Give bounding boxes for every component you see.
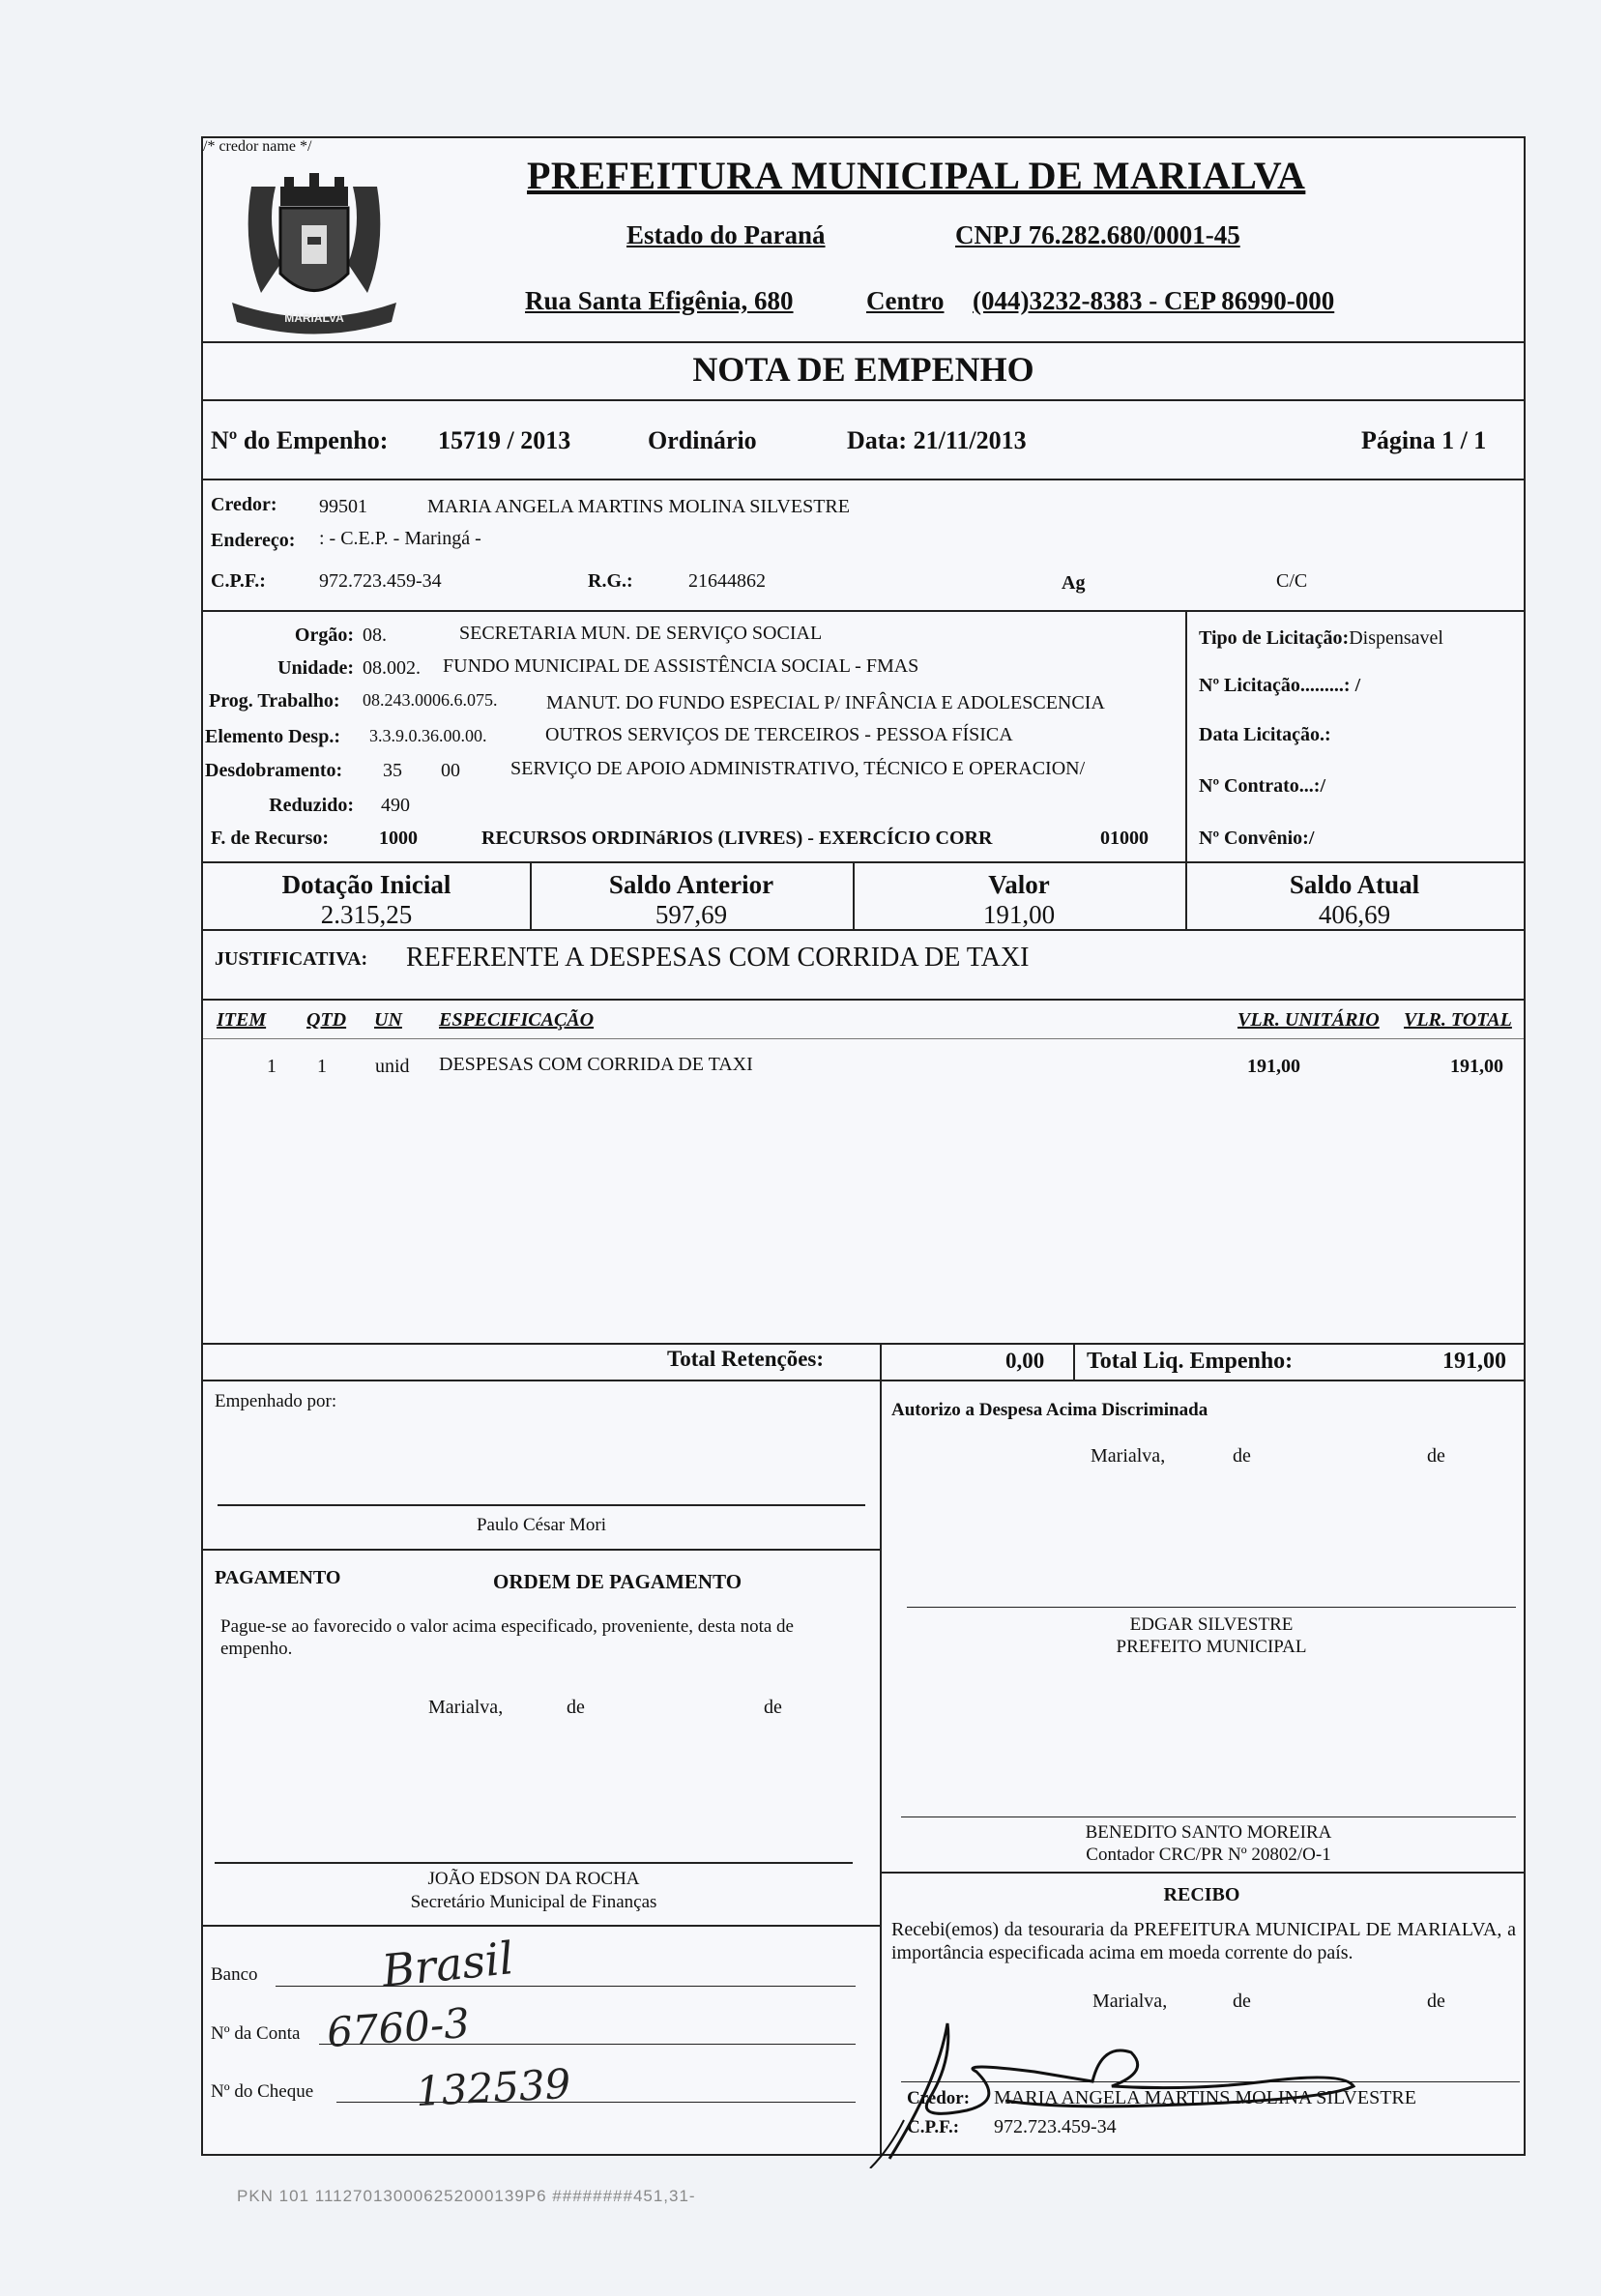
- recibo-label: RECIBO: [1163, 1884, 1240, 1905]
- empenho-date: Data: 21/11/2013: [847, 426, 1027, 454]
- orgao-name: SECRETARIA MUN. DE SERVIÇO SOCIAL: [459, 623, 823, 644]
- justificativa-label: JUSTIFICATIVA:: [215, 948, 368, 970]
- marialva-label: Marialva,: [428, 1697, 504, 1718]
- de-label-recibo-2: de: [1427, 1991, 1445, 2012]
- address: : - C.E.P. - Maringá -: [319, 528, 481, 549]
- item-total-price: 191,00: [1450, 1056, 1503, 1077]
- desdobramento-name: SERVIÇO DE APOIO ADMINISTRATIVO, TÉCNICO E OPERACION/: [510, 758, 1086, 779]
- orgao-code: 08.: [363, 625, 387, 646]
- desdobramento-sub: 00: [441, 760, 460, 781]
- saldo-anterior-value: 597,69: [655, 900, 728, 929]
- marialva-label-recibo: Marialva,: [1092, 1991, 1168, 2012]
- rg: 21644862: [688, 570, 766, 592]
- elemento-label: Elemento Desp.:: [205, 726, 340, 747]
- justificativa-text: REFERENTE A DESPESAS COM CORRIDA DE TAXI: [406, 943, 1030, 973]
- de-label-right: de: [1233, 1445, 1251, 1467]
- valor-label: Valor: [988, 870, 1050, 899]
- item-number: 1: [267, 1056, 277, 1077]
- cpf-label: C.P.F.:: [211, 570, 266, 592]
- credor-sign-name: MARIA ANGELA MARTINS MOLINA SILVESTRE: [994, 2087, 1416, 2108]
- item-qtd: 1: [317, 1056, 327, 1077]
- benedito-name: BENEDITO SANTO MOREIRA: [1085, 1822, 1332, 1843]
- empenhado-por-label: Empenhado por:: [215, 1391, 337, 1411]
- de-label: de: [567, 1697, 585, 1718]
- banco-label: Banco: [211, 1964, 258, 1985]
- phone-cep: (044)3232-8383 - CEP 86990-000: [973, 286, 1335, 315]
- item-unit-price: 191,00: [1247, 1056, 1300, 1077]
- rg-label: R.G.:: [588, 570, 633, 592]
- seal-text: MARIALVA: [284, 311, 344, 325]
- un-header: UN: [374, 1009, 402, 1031]
- paulo-name: Paulo César Mori: [476, 1515, 607, 1535]
- desdobramento-code: 35: [383, 760, 402, 781]
- dotacao-inicial-value: 2.315,25: [320, 900, 413, 929]
- saldo-anterior-label: Saldo Anterior: [608, 870, 774, 899]
- document-title: NOTA DE EMPENHO: [692, 350, 1034, 389]
- retencoes-label: Total Retenções:: [667, 1347, 825, 1371]
- ag-label: Ag: [1062, 572, 1086, 594]
- cpf: 972.723.459-34: [319, 570, 442, 592]
- item-unit: unid: [375, 1056, 410, 1077]
- coat-of-arms-icon: [222, 148, 406, 341]
- empenho-type: Ordinário: [648, 426, 757, 454]
- item-header: ITEM: [217, 1009, 267, 1031]
- recibo-text: Recebi(emos) da tesouraria da PREFEITURA MUNICIPAL DE MARIALVA, a importância especificada acima em moeda corrente do país.: [891, 1919, 1516, 1963]
- page-title: PREFEITURA MUNICIPAL DE MARIALVA: [527, 154, 1306, 197]
- district: Centro: [866, 286, 945, 315]
- unidade-code: 08.002.: [363, 657, 421, 679]
- de-label-2: de: [764, 1697, 782, 1718]
- empenho-form: MARIALVA PREFEITURA MUNICIPAL DE MARIALVA Estado do Paraná CNPJ 76.282.680/0001-45 Rua Santa Efigênia, 680 Centro (044)3232-8383 - CEP 86990-000 NOTA DE EMPENHO Nº do Empenho: 15719 / 2013 Ordinário Data: 21/11/2013 Página 1 / 1 Credor: 99501 /* credor name */ MARIA ANGELA MARTINS MOLINA SILVESTRE Endereço: : - C.E.P. - Maringá - C.P.F.: 972.723.459-34 R.G.: 21644862 Ag C/C Orgão: 08. SECRETARIA MUN. DE SERVIÇO SOCIAL Unidade: 08.002. FUNDO MUNICIPAL DE ASSISTÊNCIA SOCIAL - FMAS Prog. Trabalho: 08.243.0006.6.075. MANUT. DO FUNDO ESPECIAL P/ INFÂNCIA E ADOLESCENCIA Elemento Desp.: 3.3.9.0.36.00.00. OUTROS SERVIÇOS DE TERCEIROS - PESSOA FÍSICA Desdobramento: 35 00 SERVIÇO DE APOIO ADMINISTRATIVO, TÉCNICO E OPERACION/ Reduzido: 490 F. de Recurso: 1000 RECURSOS ORDINáRIOS (LIVRES) - EXERCÍCIO CORR 01000 Tipo de Licitação:Dispensavel Nº Licitação.........: / Data Licitação.: Nº Contrato...:/ Nº Convênio:/ Dotação Inicial 2.315,25 Saldo Anterior 597,69 Valor 191,00 Saldo Atual 406,69 JUSTIFICATIVA: REFERENTE A DESPESAS COM CORRIDA DE TAXI ITEM QTD UN ESPECIFICAÇÃO VLR. UNITÁRIO VLR. TOTAL 1 1 unid DESPESAS COM CORRIDA DE TAXI 191,00 191,00 Total Retenções: 0,00 Total Liq. Empenho: 191,00 Empenhado por: Paulo César Mori PAGAMENTO ORDEM DE PAGAMENTO Pague-se ao favorecido o valor acima especificado, proveniente, desta nota de empenho. Marialva, de de JOÃO EDSON DA ROCHA Secretário Municipal de Finanças Banco Nº da Conta Nº do Cheque Brasil 6760-3 132539 Autorizo a Despesa Acima Discriminada Marialva, de de EDGAR SILVESTRE PREFEITO MUNICIPAL BENEDITO SANTO MOREIRA Contador CRC/PR Nº 20802/O-1 RECIBO Recebi(emos) da tesouraria da PREFEITURA MUNICIPAL DE MARIALVA, a importância especificada acima em moeda corrente do país. Marialva, de de Credor: MARIA ANGELA MARTINS MOLINA SILVESTRE C.P.F.: 972.723.459-34: [201, 136, 1526, 2156]
- saldo-atual-value: 406,69: [1318, 900, 1391, 929]
- prog-code: 08.243.0006.6.075.: [363, 690, 498, 710]
- cc-label: C/C: [1276, 570, 1308, 592]
- dotacao-inicial-label: Dotação Inicial: [281, 870, 451, 899]
- benedito-role: Contador CRC/PR Nº 20802/O-1: [1086, 1845, 1331, 1865]
- orgao-label: Orgão:: [294, 625, 354, 646]
- joao-role: Secretário Municipal de Finanças: [410, 1892, 657, 1912]
- liquido-label: Total Liq. Empenho:: [1087, 1349, 1294, 1374]
- empenho-number: 15719 / 2013: [438, 426, 571, 454]
- licitacao-number: Nº Licitação.........: /: [1199, 675, 1361, 696]
- unidade-label: Unidade:: [277, 657, 354, 679]
- state-name: Estado do Paraná: [626, 220, 826, 249]
- prog-name: MANUT. DO FUNDO ESPECIAL P/ INFÂNCIA E ADOLESCENCIA: [546, 692, 1105, 713]
- unidade-name: FUNDO MUNICIPAL DE ASSISTÊNCIA SOCIAL - FMAS: [443, 655, 919, 677]
- desdobramento-label: Desdobramento:: [205, 760, 343, 781]
- reduzido-value: 490: [381, 795, 410, 816]
- street-address: Rua Santa Efigênia, 680: [525, 286, 794, 315]
- pagamento-label: PAGAMENTO: [215, 1567, 341, 1588]
- elemento-name: OUTROS SERVIÇOS DE TERCEIROS - PESSOA FÍSICA: [545, 724, 1013, 745]
- cnpj: CNPJ 76.282.680/0001-45: [955, 220, 1240, 249]
- joao-name: JOÃO EDSON DA ROCHA: [427, 1869, 640, 1889]
- contrato-number: Nº Contrato...:/: [1199, 775, 1326, 797]
- valor-value: 191,00: [982, 900, 1056, 929]
- de-label-right-2: de: [1427, 1445, 1445, 1467]
- ordem-pagamento-label: ORDEM DE PAGAMENTO: [493, 1570, 742, 1593]
- credor-cpf: 972.723.459-34: [994, 2116, 1117, 2137]
- handwritten-banco: Brasil: [379, 1932, 516, 1997]
- qtd-header: QTD: [306, 1009, 347, 1031]
- pague-se-text: Pague-se ao favorecido o valor acima especificado, proveniente, desta nota de empenho.: [220, 1616, 794, 1659]
- micr-line: PKN 101 111270130006252000139P6 ########451,31-: [237, 2187, 696, 2205]
- credor-cpf-label: C.P.F.:: [907, 2117, 960, 2137]
- recurso-number: 01000: [1100, 828, 1149, 849]
- retencoes-value: 0,00: [1005, 1349, 1045, 1373]
- cheque-label: Nº do Cheque: [211, 2081, 314, 2102]
- handwritten-signature-icon: [860, 2004, 1402, 2168]
- recurso-name: RECURSOS ORDINáRIOS (LIVRES) - EXERCÍCIO CORR: [481, 828, 993, 849]
- total-price-header: VLR. TOTAL: [1404, 1009, 1512, 1031]
- page-number: Página 1 / 1: [1361, 426, 1487, 454]
- autorizo-label: Autorizo a Despesa Acima Discriminada: [891, 1400, 1208, 1420]
- marialva-label-right: Marialva,: [1091, 1445, 1166, 1467]
- edgar-role: PREFEITO MUNICIPAL: [1116, 1637, 1307, 1657]
- unit-price-header: VLR. UNITÁRIO: [1237, 1009, 1380, 1031]
- prog-label: Prog. Trabalho:: [209, 690, 340, 712]
- credor-name: MARIA ANGELA MARTINS MOLINA SILVESTRE: [427, 496, 850, 517]
- credor-code: 99501: [319, 496, 367, 517]
- de-label-recibo: de: [1233, 1991, 1251, 2012]
- handwritten-cheque: 132539: [414, 2059, 572, 2116]
- edgar-name: EDGAR SILVESTRE: [1129, 1614, 1294, 1635]
- recurso-code: 1000: [379, 828, 418, 849]
- conta-label: Nº da Conta: [211, 2023, 301, 2044]
- handwritten-conta: 6760-3: [325, 1998, 472, 2057]
- address-label: Endereço:: [211, 530, 296, 551]
- empenho-label: Nº do Empenho:: [211, 426, 389, 454]
- liquido-value: 191,00: [1442, 1349, 1506, 1374]
- recurso-label: F. de Recurso:: [211, 828, 330, 849]
- item-spec: DESPESAS COM CORRIDA DE TAXI: [439, 1054, 753, 1075]
- saldo-atual-label: Saldo Atual: [1289, 870, 1420, 899]
- reduzido-label: Reduzido:: [269, 795, 354, 816]
- licitacao-date: Data Licitação.:: [1199, 724, 1331, 745]
- elemento-code: 3.3.9.0.36.00.00.: [369, 726, 487, 745]
- credor-sign-label: Credor:: [907, 2088, 971, 2108]
- credor-label: Credor:: [211, 494, 277, 515]
- convenio-number: Nº Convênio:/: [1199, 828, 1315, 849]
- spec-header: ESPECIFICAÇÃO: [439, 1009, 595, 1031]
- tipo-licitacao: Tipo de Licitação:Dispensavel: [1199, 627, 1443, 649]
